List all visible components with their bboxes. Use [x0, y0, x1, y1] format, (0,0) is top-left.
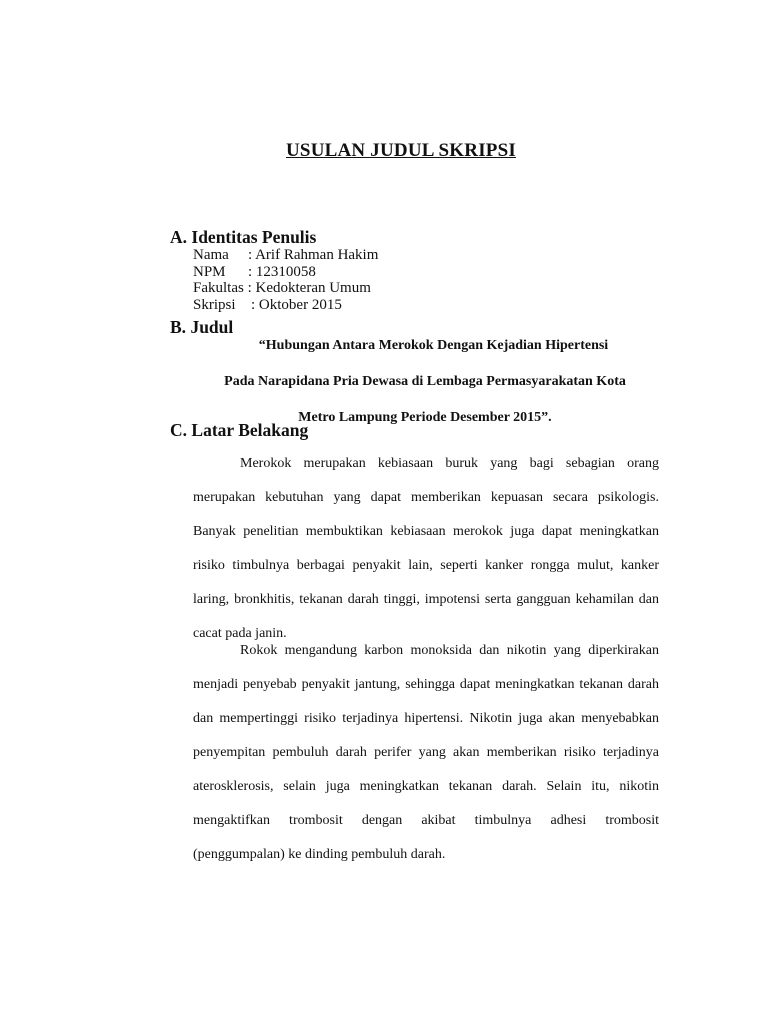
identity-row-nama [193, 247, 378, 264]
section-a-heading [170, 227, 316, 248]
section-b-title: Judul [190, 317, 234, 337]
identity-label: NPM [193, 263, 226, 280]
thesis-title-line: “Hubungan Antara Merokok Dengan Kejadian Hipertensi [258, 338, 609, 353]
thesis-title-line: Metro Lampung Periode Desember 2015”. [298, 410, 552, 425]
background-paragraph: Merokok merupakan kebiasaan buruk yang bagi sebagian orang merupakan kebutuhan yang dapat memberikan kepuasan secara psikologis. Banyak penelitian membuktikan kebiasaan merokok juga dapat meningkatkan risiko timbulnya berbagai penyakit lain, seperti kanker rongga mulut, kanker laring, bronkhitis, tekanan darah tinggi, impotensi serta gangguan kehamilan dan cacat pada janin. [193, 456, 659, 641]
identity-label: Nama [193, 247, 229, 263]
background-paragraph: Rokok mengandung karbon monoksida dan nikotin yang diperkirakan menjadi penyebab penyakit jantung, sehingga dapat meningkatkan tekanan darah dan mempertinggi risiko terjadinya hipertensi. Nikotin juga akan menyebabkan penyempitan pembuluh darah perifer yang akan memberikan risiko terjadinya aterosklerosis, selain juga meningkatkan tekanan darah. Selain itu, nikotin mengaktifkan trombosit dengan akibat timbulnya adhesi trombosit (penggumpalan) ke dinding pembuluh darah. [193, 643, 659, 862]
section-a-letter: A. [170, 227, 188, 247]
thesis-title-line: Pada Narapidana Pria Dewasa di Lembaga Permasyarakatan Kota [224, 374, 626, 389]
identity-value: : Kedokteran Umum [247, 280, 371, 296]
identity-value: : Arif Rahman Hakim [248, 247, 379, 263]
section-c-heading [170, 420, 308, 441]
section-a-title: Identitas Penulis [191, 227, 317, 247]
identity-row-fakultas [193, 280, 378, 297]
section-c-letter: C. [170, 420, 188, 440]
identity-label: Skripsi [193, 296, 236, 313]
section-b-letter: B. [170, 317, 187, 337]
page-title: USULAN JUDUL SKRIPSI [286, 140, 516, 161]
identity-value: : 12310058 [248, 263, 316, 280]
identity-label: Fakultas [193, 280, 244, 296]
section-c-title: Latar Belakang [191, 420, 309, 440]
identity-list [193, 247, 378, 313]
identity-row-skripsi [193, 297, 378, 314]
identity-row-npm [193, 264, 378, 281]
identity-value: : Oktober 2015 [251, 296, 342, 313]
